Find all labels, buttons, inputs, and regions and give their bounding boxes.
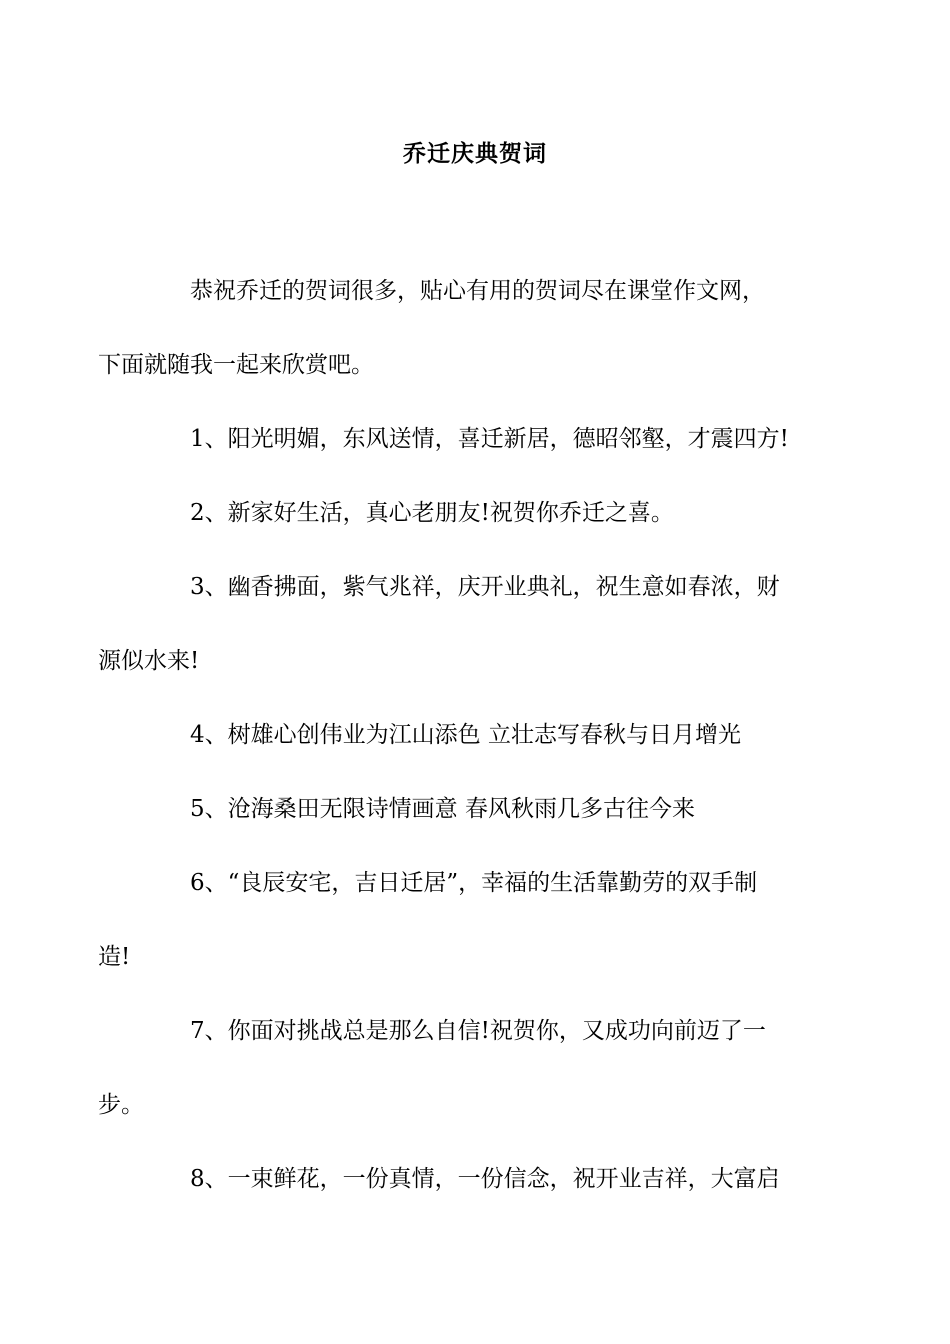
paragraph-item-8	[144, 1142, 812, 1216]
paragraph-line: 7、你面对挑战总是那么自信!祝贺你，又成功向前迈了一	[190, 1018, 766, 1044]
paragraph-item-2	[144, 476, 812, 550]
paragraph-line: 源似水来!	[98, 648, 200, 674]
paragraph-line: 1、阳光明媚，东风送情，喜迁新居，德昭邻壑，才震四方!	[190, 426, 789, 452]
paragraph-item-1	[144, 402, 812, 476]
paragraph-item-5	[144, 772, 812, 846]
paragraph-line: 恭祝乔迁的贺词很多，贴心有用的贺词尽在课堂作文网，	[190, 278, 765, 304]
paragraph-item-7	[98, 994, 812, 1142]
paragraph-line: 8、一束鲜花，一份真情，一份信念，祝开业吉祥，大富启	[190, 1166, 780, 1192]
paragraph-line: 2、新家好生活，真心老朋友!祝贺你乔迁之喜。	[190, 500, 674, 526]
paragraph-intro	[98, 254, 812, 402]
paragraph-line: 3、幽香拂面，紫气兆祥，庆开业典礼，祝生意如春浓，财	[190, 574, 780, 600]
paragraph-item-4	[144, 698, 812, 772]
paragraph-line: 4、树雄心创伟业为江山添色 立壮志写春秋与日月增光	[190, 722, 741, 748]
paragraph-item-6	[98, 846, 812, 994]
document-body	[98, 254, 812, 1216]
document-title: 乔迁庆典贺词	[403, 140, 547, 167]
paragraph-line: 造!	[98, 944, 131, 970]
paragraph-line: 6、“良辰安宅，吉日迁居”，幸福的生活靠勤劳的双手制	[190, 870, 758, 896]
paragraph-line: 5、沧海桑田无限诗情画意 春风秋雨几多古往今来	[190, 796, 695, 822]
paragraph-line: 步。	[98, 1092, 144, 1118]
paragraph-item-3	[98, 550, 812, 698]
paragraph-line: 下面就随我一起来欣赏吧。	[98, 352, 374, 378]
